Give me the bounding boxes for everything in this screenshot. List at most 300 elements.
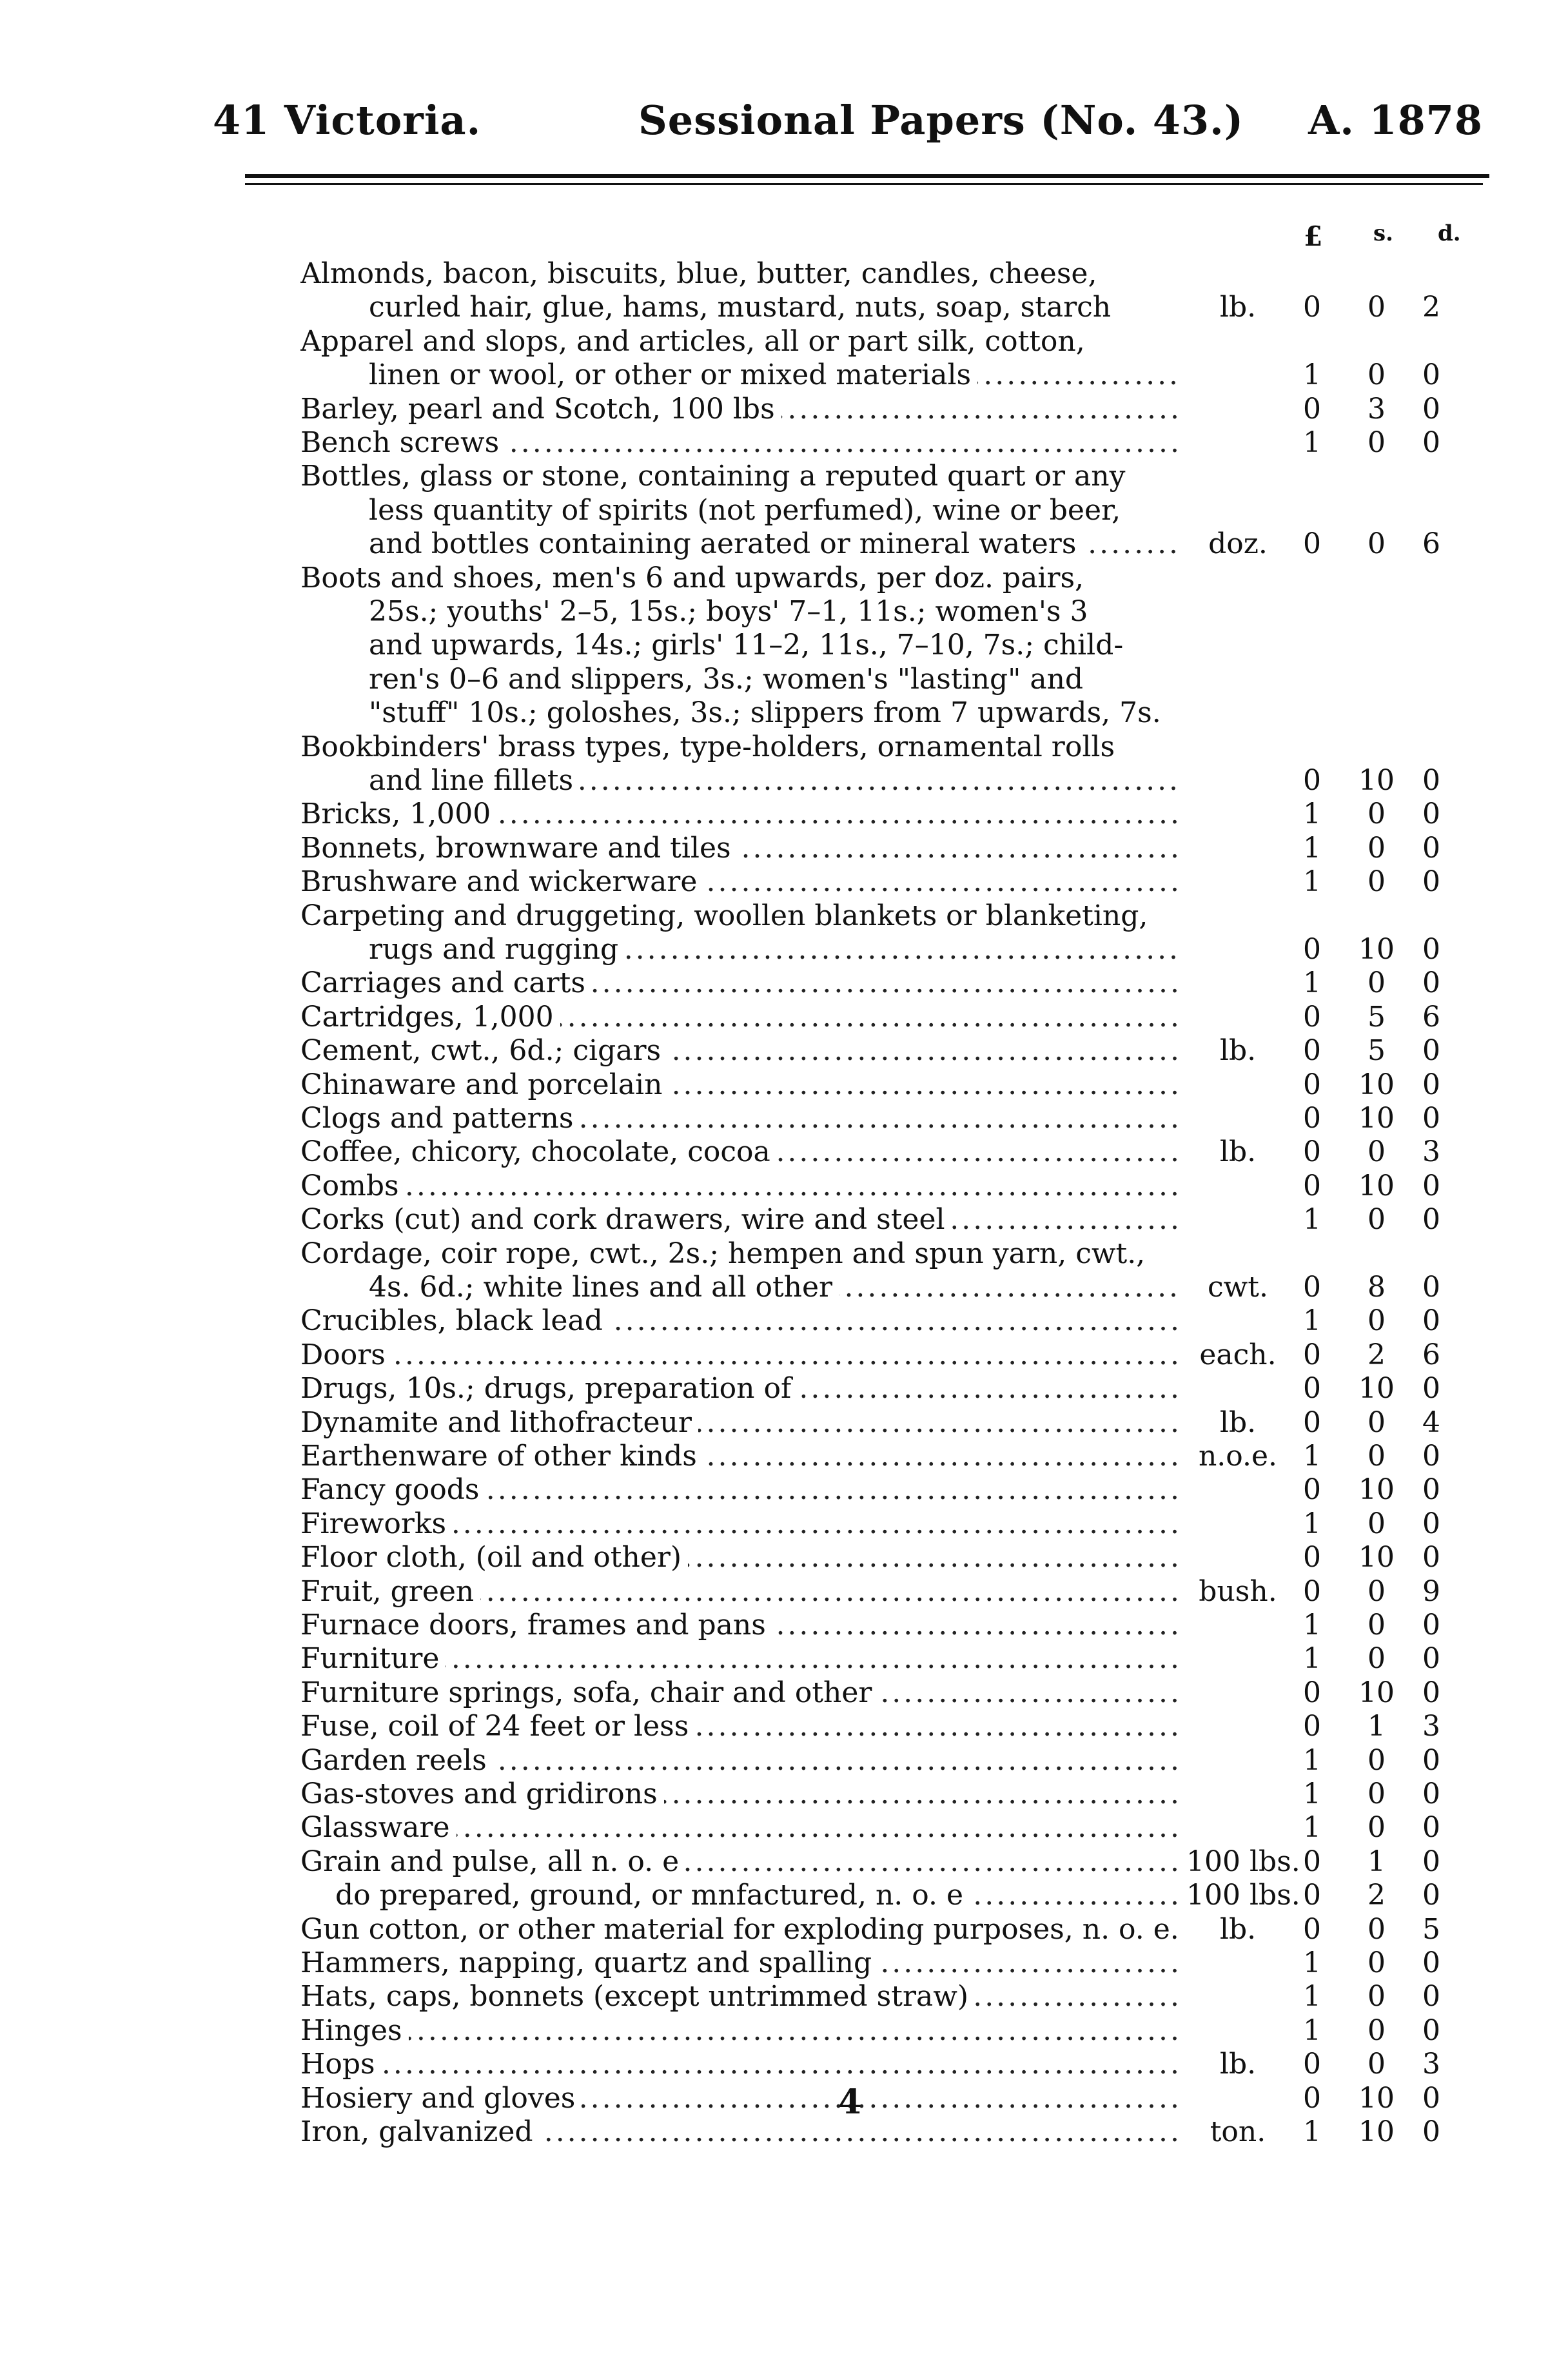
pounds-value: 0 bbox=[1303, 1034, 1321, 1068]
item-description bbox=[300, 1068, 1180, 1102]
item-description bbox=[300, 797, 1180, 832]
item-description bbox=[300, 1304, 1180, 1338]
pounds-value: 0 bbox=[1303, 1169, 1321, 1202]
item-unit: 100 lbs. bbox=[1186, 1845, 1300, 1878]
shillings-value: 0 bbox=[1367, 1946, 1386, 1979]
item-description bbox=[300, 2115, 1183, 2150]
item-text: Drugs, 10s.; drugs, preparation of bbox=[300, 1372, 798, 1405]
table-row bbox=[0, 594, 1568, 629]
table-row bbox=[0, 257, 1568, 291]
pence-value: 0 bbox=[1422, 2115, 1440, 2148]
item-description bbox=[300, 966, 1180, 1001]
table-row bbox=[0, 662, 1568, 697]
pence-value: 0 bbox=[1422, 1203, 1440, 1237]
pence-value: 0 bbox=[1422, 1845, 1440, 1878]
item-text: Bench screws bbox=[300, 426, 505, 459]
item-text: Crucibles, black lead bbox=[300, 1304, 609, 1337]
item-text: Fireworks bbox=[300, 1507, 453, 1540]
pence-value: 0 bbox=[1422, 966, 1440, 1000]
pence-value: 2 bbox=[1422, 291, 1440, 324]
table-row bbox=[0, 2013, 1568, 2048]
item-text: Floor cloth, (oil and other) bbox=[300, 1541, 688, 1574]
table-row bbox=[0, 290, 1568, 325]
item-description bbox=[300, 899, 1180, 934]
item-description bbox=[300, 561, 1180, 596]
shillings-value: 1 bbox=[1367, 1710, 1386, 1743]
item-description bbox=[300, 831, 1180, 866]
pence-value: 0 bbox=[1422, 426, 1440, 459]
table-row bbox=[0, 932, 1568, 967]
pounds-value: 1 bbox=[1303, 1203, 1321, 1237]
item-description bbox=[300, 2047, 1183, 2082]
item-description bbox=[369, 358, 1180, 393]
shillings-value: 0 bbox=[1367, 1811, 1386, 1845]
table-row bbox=[0, 1068, 1568, 1102]
table-row bbox=[0, 865, 1568, 899]
item-text: Earthenware of other kinds bbox=[300, 1440, 703, 1473]
pounds-value: 1 bbox=[1303, 1980, 1321, 2013]
item-text: Almonds, bacon, biscuits, blue, butter, candles, cheese, bbox=[300, 257, 1103, 290]
pence-value: 5 bbox=[1422, 1912, 1440, 1946]
item-unit: ton. bbox=[1210, 2115, 1266, 2148]
item-text: Coffee, chicory, chocolate, cocoa bbox=[300, 1135, 777, 1168]
shillings-value: 8 bbox=[1367, 1271, 1386, 1304]
table-row bbox=[0, 1540, 1568, 1575]
pence-value: 9 bbox=[1422, 1574, 1440, 1608]
shillings-value: 0 bbox=[1367, 1574, 1386, 1608]
item-text: Clogs and patterns bbox=[300, 1102, 580, 1135]
item-unit: lb. bbox=[1219, 1406, 1257, 1439]
shillings-value: 0 bbox=[1367, 1203, 1386, 1237]
item-text: Barley, pearl and Scotch, 100 lbs bbox=[300, 393, 781, 426]
table-row bbox=[0, 1304, 1568, 1338]
table-row bbox=[0, 1169, 1568, 1204]
shillings-value: 0 bbox=[1367, 1440, 1386, 1473]
pounds-value: 0 bbox=[1303, 1271, 1321, 1304]
table-row bbox=[0, 1338, 1568, 1373]
pounds-value: 1 bbox=[1303, 798, 1321, 831]
pounds-value: 0 bbox=[1303, 1473, 1321, 1507]
item-description bbox=[369, 763, 1180, 798]
shillings-value: 0 bbox=[1367, 966, 1386, 1000]
table-row bbox=[0, 899, 1568, 934]
pounds-value: 1 bbox=[1303, 1440, 1321, 1473]
item-description bbox=[369, 594, 1180, 629]
item-text: Fruit, green bbox=[300, 1575, 480, 1608]
pence-value: 6 bbox=[1422, 1000, 1440, 1034]
shillings-value: 10 bbox=[1358, 1102, 1395, 1135]
item-description bbox=[300, 865, 1180, 899]
item-unit: lb. bbox=[1219, 1034, 1257, 1068]
pounds-value: 0 bbox=[1303, 1372, 1321, 1406]
item-text: less quantity of spirits (not perfumed), wine or beer, bbox=[369, 494, 1127, 527]
pounds-value: 0 bbox=[1303, 1068, 1321, 1101]
item-text: Carpeting and druggeting, woollen blankets or blanketing, bbox=[300, 899, 1154, 932]
item-text: and bottles containing aerated or mineral waters bbox=[369, 527, 1083, 560]
column-head-pence: d. bbox=[1438, 220, 1461, 246]
shillings-value: 10 bbox=[1358, 764, 1395, 797]
table-row bbox=[0, 1371, 1568, 1406]
shillings-value: 1 bbox=[1367, 1845, 1386, 1878]
item-text: Hammers, napping, quartz and spalling bbox=[300, 1946, 878, 1979]
pounds-value: 0 bbox=[1303, 2048, 1321, 2081]
item-text: Garden reels bbox=[300, 1744, 493, 1777]
item-description bbox=[300, 1135, 1183, 1170]
item-text: Brushware and wickerware bbox=[300, 865, 703, 898]
table-row bbox=[0, 1743, 1568, 1778]
pence-value: 3 bbox=[1422, 2048, 1440, 2081]
item-text: Bricks, 1,000 bbox=[300, 798, 497, 830]
item-description bbox=[300, 1237, 1180, 1271]
pounds-value: 0 bbox=[1303, 2081, 1321, 2115]
item-text: Glassware bbox=[300, 1811, 456, 1844]
pence-value: 0 bbox=[1422, 1743, 1440, 1777]
item-description bbox=[300, 1338, 1183, 1373]
shillings-value: 10 bbox=[1358, 1676, 1395, 1709]
item-text: Gas-stoves and gridirons bbox=[300, 1778, 664, 1810]
shillings-value: 0 bbox=[1367, 1743, 1386, 1777]
item-description bbox=[369, 493, 1180, 528]
pence-value: 0 bbox=[1422, 1676, 1440, 1709]
item-description bbox=[300, 1540, 1180, 1575]
table-row bbox=[0, 730, 1568, 765]
item-unit: lb. bbox=[1219, 2048, 1257, 2081]
pence-value: 6 bbox=[1422, 1338, 1440, 1371]
table-row bbox=[0, 1878, 1568, 1913]
shillings-value: 0 bbox=[1367, 1304, 1386, 1338]
pounds-value: 0 bbox=[1303, 1710, 1321, 1743]
shillings-value: 2 bbox=[1367, 1879, 1386, 1912]
item-text: Bottles, glass or stone, containing a reputed quart or any bbox=[300, 460, 1132, 493]
item-description bbox=[300, 459, 1180, 494]
pence-value: 6 bbox=[1422, 527, 1440, 561]
item-description bbox=[300, 324, 1180, 359]
item-description bbox=[369, 628, 1180, 663]
pounds-value: 1 bbox=[1303, 1304, 1321, 1338]
pounds-value: 1 bbox=[1303, 1778, 1321, 1810]
column-head-pounds: £ bbox=[1304, 220, 1323, 252]
table-row bbox=[0, 831, 1568, 866]
table-row bbox=[0, 1135, 1568, 1170]
item-text: Fuse, coil of 24 feet or less bbox=[300, 1710, 695, 1743]
pounds-value: 1 bbox=[1303, 966, 1321, 1000]
pence-value: 0 bbox=[1422, 1473, 1440, 1507]
shillings-value: 10 bbox=[1358, 2081, 1395, 2115]
item-unit: doz. bbox=[1208, 527, 1268, 561]
shillings-value: 3 bbox=[1367, 392, 1386, 426]
item-description bbox=[300, 1676, 1180, 1710]
table-row bbox=[0, 1676, 1568, 1710]
item-description bbox=[369, 932, 1180, 967]
table-row bbox=[0, 2081, 1568, 2116]
table-row bbox=[0, 1439, 1568, 1474]
table-row bbox=[0, 763, 1568, 798]
pounds-value: 1 bbox=[1303, 831, 1321, 865]
table-row bbox=[0, 628, 1568, 663]
item-text: Furniture springs, sofa, chair and other bbox=[300, 1676, 878, 1709]
header-session: 41 Victoria. bbox=[213, 97, 482, 144]
pence-value: 0 bbox=[1422, 1642, 1440, 1676]
item-description bbox=[300, 1202, 1180, 1237]
pounds-value: 0 bbox=[1303, 933, 1321, 966]
pounds-value: 1 bbox=[1303, 1946, 1321, 1979]
item-description bbox=[300, 1034, 1183, 1068]
table-row bbox=[0, 1473, 1568, 1507]
table-row bbox=[0, 1608, 1568, 1643]
item-unit: bush. bbox=[1199, 1574, 1277, 1608]
pounds-value: 0 bbox=[1303, 1879, 1321, 1912]
pence-value: 0 bbox=[1422, 1879, 1440, 1912]
item-text: curled hair, glue, hams, mustard, nuts, soap, starch bbox=[369, 291, 1117, 324]
item-text: Gun cotton, or other material for exploding purposes, n. o. e. bbox=[300, 1913, 1183, 1946]
table-row bbox=[0, 1709, 1568, 1744]
table-row bbox=[0, 1845, 1568, 1879]
item-description bbox=[300, 1979, 1180, 2014]
item-text: Doors bbox=[300, 1338, 392, 1371]
pence-value: 3 bbox=[1422, 1710, 1440, 1743]
table-row bbox=[0, 1641, 1568, 1676]
table-row bbox=[0, 1000, 1568, 1035]
shillings-value: 0 bbox=[1367, 1912, 1386, 1946]
pence-value: 0 bbox=[1422, 392, 1440, 426]
pence-value: 0 bbox=[1422, 2081, 1440, 2115]
shillings-value: 0 bbox=[1367, 1609, 1386, 1641]
pence-value: 0 bbox=[1422, 1507, 1440, 1540]
item-unit: cwt. bbox=[1208, 1271, 1268, 1304]
item-description bbox=[335, 1878, 1183, 1913]
pence-value: 0 bbox=[1422, 1068, 1440, 1101]
pence-value: 0 bbox=[1422, 1541, 1440, 1574]
item-unit: lb. bbox=[1219, 291, 1257, 324]
pence-value: 0 bbox=[1422, 1946, 1440, 1979]
item-description bbox=[300, 1000, 1180, 1035]
table-row bbox=[0, 797, 1568, 832]
item-description bbox=[300, 1946, 1180, 1981]
pounds-value: 1 bbox=[1303, 426, 1321, 459]
item-description bbox=[369, 662, 1180, 697]
item-text: Corks (cut) and cork drawers, wire and steel bbox=[300, 1203, 952, 1236]
item-unit: 100 lbs. bbox=[1186, 1879, 1300, 1912]
table-row bbox=[0, 1979, 1568, 2014]
item-description bbox=[300, 1169, 1180, 1204]
table-row bbox=[0, 1810, 1568, 1845]
item-description bbox=[300, 257, 1180, 291]
item-text: Bonnets, brownware and tiles bbox=[300, 832, 738, 865]
pence-value: 0 bbox=[1422, 1169, 1440, 1202]
item-text: Furnace doors, frames and pans bbox=[300, 1609, 772, 1641]
item-description bbox=[300, 1574, 1183, 1609]
shillings-value: 0 bbox=[1367, 865, 1386, 899]
item-text: "stuff" 10s.; goloshes, 3s.; slippers from 7 upwards, 7s. bbox=[369, 696, 1168, 729]
pence-value: 0 bbox=[1422, 798, 1440, 831]
pounds-value: 0 bbox=[1303, 392, 1321, 426]
item-text: 4s. 6d.; white lines and all other bbox=[369, 1271, 839, 1304]
item-description bbox=[300, 2081, 1180, 2116]
item-text: linen or wool, or other or mixed materials bbox=[369, 358, 977, 391]
pence-value: 0 bbox=[1422, 831, 1440, 865]
pounds-value: 1 bbox=[1303, 1743, 1321, 1777]
table-row bbox=[0, 1202, 1568, 1237]
item-description bbox=[300, 392, 1180, 427]
item-description bbox=[300, 426, 1180, 460]
item-text: do prepared, ground, or mnfactured, n. o. e bbox=[335, 1879, 970, 1912]
item-description bbox=[300, 1101, 1180, 1136]
item-text: rugs and rugging bbox=[369, 933, 625, 966]
item-description bbox=[300, 730, 1180, 765]
table-row bbox=[0, 1912, 1568, 1947]
item-text: Apparel and slops, and articles, all or part silk, cotton, bbox=[300, 325, 1092, 358]
table-row bbox=[0, 1406, 1568, 1440]
shillings-value: 0 bbox=[1367, 831, 1386, 865]
table-row bbox=[0, 1777, 1568, 1812]
pounds-value: 0 bbox=[1303, 291, 1321, 324]
shillings-value: 0 bbox=[1367, 1135, 1386, 1169]
shillings-value: 10 bbox=[1358, 1541, 1395, 1574]
table-row bbox=[0, 696, 1568, 730]
shillings-value: 0 bbox=[1367, 2013, 1386, 2047]
pounds-value: 1 bbox=[1303, 1642, 1321, 1676]
shillings-value: 5 bbox=[1367, 1000, 1386, 1034]
item-text: and line fillets bbox=[369, 764, 580, 797]
item-unit: n.o.e. bbox=[1198, 1440, 1278, 1473]
item-description bbox=[300, 1709, 1180, 1744]
shillings-value: 0 bbox=[1367, 426, 1386, 459]
shillings-value: 10 bbox=[1358, 1169, 1395, 1202]
shillings-value: 0 bbox=[1367, 798, 1386, 831]
item-text: Cordage, coir rope, cwt., 2s.; hempen and spun yarn, cwt., bbox=[300, 1237, 1152, 1270]
shillings-value: 0 bbox=[1367, 358, 1386, 392]
item-description bbox=[300, 1777, 1180, 1812]
shillings-value: 0 bbox=[1367, 1980, 1386, 2013]
column-head-shillings: s. bbox=[1373, 220, 1393, 246]
pounds-value: 0 bbox=[1303, 1845, 1321, 1878]
pence-value: 0 bbox=[1422, 764, 1440, 797]
shillings-value: 10 bbox=[1358, 2115, 1395, 2148]
pence-value: 0 bbox=[1422, 1609, 1440, 1641]
pence-value: 4 bbox=[1422, 1406, 1440, 1439]
pounds-value: 0 bbox=[1303, 1912, 1321, 1946]
table-row bbox=[0, 1946, 1568, 1981]
pence-value: 0 bbox=[1422, 358, 1440, 392]
shillings-value: 10 bbox=[1358, 1068, 1395, 1101]
pence-value: 0 bbox=[1422, 1372, 1440, 1406]
shillings-value: 0 bbox=[1367, 1642, 1386, 1676]
table-row bbox=[0, 392, 1568, 427]
pounds-value: 0 bbox=[1303, 1135, 1321, 1169]
pence-value: 0 bbox=[1422, 2013, 1440, 2047]
table-row bbox=[0, 358, 1568, 393]
item-description bbox=[300, 1473, 1180, 1507]
item-text: Cartridges, 1,000 bbox=[300, 1001, 560, 1034]
table-row bbox=[0, 426, 1568, 460]
pounds-value: 0 bbox=[1303, 527, 1321, 561]
table-row bbox=[0, 459, 1568, 494]
shillings-value: 0 bbox=[1367, 527, 1386, 561]
item-description bbox=[300, 1743, 1180, 1778]
pence-value: 0 bbox=[1422, 865, 1440, 899]
pounds-value: 0 bbox=[1303, 1000, 1321, 1034]
header-title: Sessional Papers (No. 43.) bbox=[638, 97, 1244, 144]
item-text: Boots and shoes, men's 6 and upwards, per doz. pairs, bbox=[300, 562, 1090, 594]
item-text: and upwards, 14s.; girls' 11–2, 11s., 7–10, 7s.; child- bbox=[369, 629, 1130, 661]
item-text: Carriages and carts bbox=[300, 966, 592, 999]
pounds-value: 0 bbox=[1303, 1574, 1321, 1608]
item-text: Combs bbox=[300, 1170, 406, 1202]
table-row bbox=[0, 1574, 1568, 1609]
item-description bbox=[369, 527, 1183, 562]
pounds-value: 1 bbox=[1303, 865, 1321, 899]
shillings-value: 5 bbox=[1367, 1034, 1386, 1068]
page-number: 4 bbox=[838, 2082, 862, 2122]
shillings-value: 0 bbox=[1367, 1778, 1386, 1810]
pence-value: 0 bbox=[1422, 933, 1440, 966]
pounds-value: 1 bbox=[1303, 1507, 1321, 1540]
item-text: Chinaware and porcelain bbox=[300, 1068, 669, 1101]
item-text: 25s.; youths' 2–5, 15s.; boys' 7–1, 11s.; women's 3 bbox=[369, 595, 1094, 628]
header-year: A. 1878 bbox=[1308, 97, 1483, 144]
item-description bbox=[300, 1845, 1183, 1879]
item-text: Furniture bbox=[300, 1642, 446, 1675]
pence-value: 0 bbox=[1422, 1271, 1440, 1304]
item-description bbox=[300, 1608, 1180, 1643]
item-text: Cement, cwt., 6d.; cigars bbox=[300, 1034, 667, 1067]
item-text: Fancy goods bbox=[300, 1473, 486, 1506]
item-description bbox=[300, 1641, 1180, 1676]
item-text: Hats, caps, bonnets (except untrimmed straw) bbox=[300, 1980, 975, 2013]
table-row bbox=[0, 561, 1568, 596]
item-unit: lb. bbox=[1219, 1135, 1257, 1169]
item-text: Hinges bbox=[300, 2014, 409, 2047]
item-text: Dynamite and lithofracteur bbox=[300, 1406, 698, 1439]
pounds-value: 1 bbox=[1303, 2013, 1321, 2047]
shillings-value: 10 bbox=[1358, 933, 1395, 966]
item-unit: each. bbox=[1199, 1338, 1277, 1371]
shillings-value: 2 bbox=[1367, 1338, 1386, 1371]
pounds-value: 1 bbox=[1303, 2115, 1321, 2148]
pence-value: 0 bbox=[1422, 1304, 1440, 1338]
pence-value: 0 bbox=[1422, 1102, 1440, 1135]
item-description bbox=[300, 1507, 1180, 1542]
pounds-value: 1 bbox=[1303, 358, 1321, 392]
pounds-value: 0 bbox=[1303, 1541, 1321, 1574]
item-text: Hops bbox=[300, 2048, 382, 2081]
table-row bbox=[0, 1101, 1568, 1136]
pounds-value: 1 bbox=[1303, 1811, 1321, 1845]
pounds-value: 0 bbox=[1303, 1338, 1321, 1371]
shillings-value: 10 bbox=[1358, 1473, 1395, 1507]
shillings-value: 10 bbox=[1358, 1372, 1395, 1406]
item-description bbox=[300, 2013, 1180, 2048]
table-row bbox=[0, 966, 1568, 1001]
pounds-value: 0 bbox=[1303, 1406, 1321, 1439]
item-description bbox=[300, 1371, 1180, 1406]
pence-value: 0 bbox=[1422, 1778, 1440, 1810]
table-row bbox=[0, 493, 1568, 528]
item-description bbox=[369, 1270, 1183, 1305]
pence-value: 0 bbox=[1422, 1980, 1440, 2013]
table-row bbox=[0, 1270, 1568, 1305]
item-text: Iron, galvanized bbox=[300, 2115, 540, 2148]
pence-value: 0 bbox=[1422, 1034, 1440, 1068]
item-text: Grain and pulse, all n. o. e bbox=[300, 1845, 685, 1878]
item-description bbox=[369, 290, 1183, 325]
table-row bbox=[0, 1507, 1568, 1542]
pounds-value: 0 bbox=[1303, 1102, 1321, 1135]
pounds-value: 0 bbox=[1303, 764, 1321, 797]
pence-value: 0 bbox=[1422, 1440, 1440, 1473]
table-row bbox=[0, 2047, 1568, 2082]
shillings-value: 0 bbox=[1367, 2048, 1386, 2081]
